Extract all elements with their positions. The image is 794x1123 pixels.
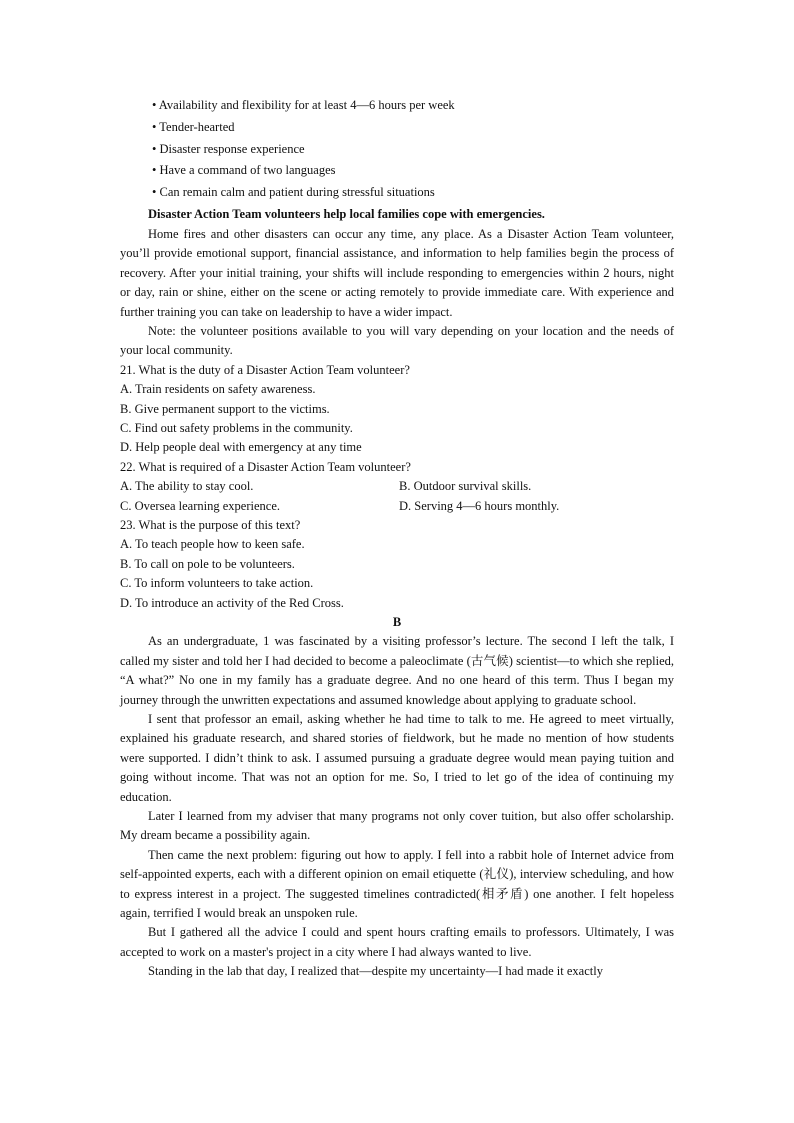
- question-21: [120, 361, 674, 458]
- paragraph: I sent that professor an email, asking whether he had time to talk to me. He agreed to meet virtually, explained his graduate research, and shared stories of fieldwork, but he made no mention of how students were supported. I didn’t think to ask. I assumed pursuing a graduate degree would mean paying tuition and going without income. That was not an option for me. So, I tried to let go of the idea of continuing my education.: [120, 711, 674, 804]
- list-item: • Tender-hearted: [152, 119, 235, 134]
- answer-option: B. To call on pole to be volunteers.: [120, 556, 295, 571]
- document-content: [120, 95, 674, 982]
- answer-option: A. The ability to stay cool.: [120, 479, 254, 494]
- paragraph: Standing in the lab that day, I realized that—despite my uncertainty—I had made it exactly: [148, 964, 603, 979]
- answer-option: B. Give permanent support to the victims.: [120, 401, 330, 416]
- list-item: • Disaster response experience: [152, 141, 305, 156]
- answer-option: C. To inform volunteers to take action.: [120, 576, 314, 591]
- answer-option: D. To introduce an activity of the Red Cross.: [120, 595, 344, 610]
- answer-option: A. To teach people how to keen safe.: [120, 537, 305, 552]
- list-item: • Have a command of two languages: [152, 163, 336, 178]
- question-text: 22. What is required of a Disaster Action Team volunteer?: [120, 459, 411, 474]
- answer-option: B. Outdoor survival skills.: [399, 479, 532, 494]
- paragraph: Then came the next problem: figuring out how to apply. I fell into a rabbit hole of Internet advice from self-appointed experts, each with a different opinion on email etiquette (礼仪), interview scheduling, and how to express interest in a project. The suggested timelines contradicted(相矛盾) one another. I felt hopeless again, terrified I would break an unspoken rule.: [120, 847, 674, 920]
- requirements-list: [120, 95, 674, 204]
- paragraph: Home fires and other disasters can occur any time, any place. As a Disaster Action Team volunteer, you’ll provide emotional support, financial assistance, and information to help families begin the process of recovery. After your initial training, your shifts will include responding to emergencies within 2 hours, night or day, rain or shine, either on the scene or acting remotely to provide immediate care. With experience and further training you can take on leadership to have a wider impact.: [120, 226, 674, 319]
- question-text: 21. What is the duty of a Disaster Action Team volunteer?: [120, 362, 410, 377]
- answer-option: A. Train residents on safety awareness.: [120, 382, 316, 397]
- answer-option: D. Serving 4—6 hours monthly.: [399, 498, 560, 513]
- list-item: • Can remain calm and patient during stressful situations: [152, 185, 435, 200]
- paragraph: Note: the volunteer positions available to you will vary depending on your location and the needs of your local community.: [120, 324, 674, 358]
- paragraph: Later I learned from my adviser that many programs not only cover tuition, but also offer scholarship. My dream became a possibility again.: [120, 808, 674, 843]
- passage-heading: Disaster Action Team volunteers help local families cope with emergencies.: [148, 206, 545, 221]
- question-text: 23. What is the purpose of this text?: [120, 517, 301, 532]
- answer-option: D. Help people deal with emergency at any time: [120, 440, 362, 455]
- answer-option: C. Oversea learning experience.: [120, 498, 280, 513]
- section-label: B: [392, 614, 402, 629]
- list-item: • Availability and flexibility for at least 4—6 hours per week: [152, 98, 455, 112]
- paragraph: As an undergraduate, 1 was fascinated by a visiting professor’s lecture. The second I left the talk, I called my sister and told her I had decided to become a paleoclimate (古气候) scientist—to which she replied, “A what?” No one in my family has a graduate degree. And no one heard of this term. Thus I began my journey through the unwritten expectations and assumed knowledge about applying to graduate school.: [120, 634, 674, 707]
- option-row: [120, 497, 674, 516]
- question-22: [120, 458, 674, 516]
- paragraph: But I gathered all the advice I could and spent hours crafting emails to professors. Ultimately, I was accepted to work on a master's project in a city where I had always wanted to live.: [120, 925, 674, 959]
- question-23: [120, 516, 674, 613]
- answer-option: C. Find out safety problems in the community.: [120, 421, 353, 435]
- option-row: [120, 477, 674, 496]
